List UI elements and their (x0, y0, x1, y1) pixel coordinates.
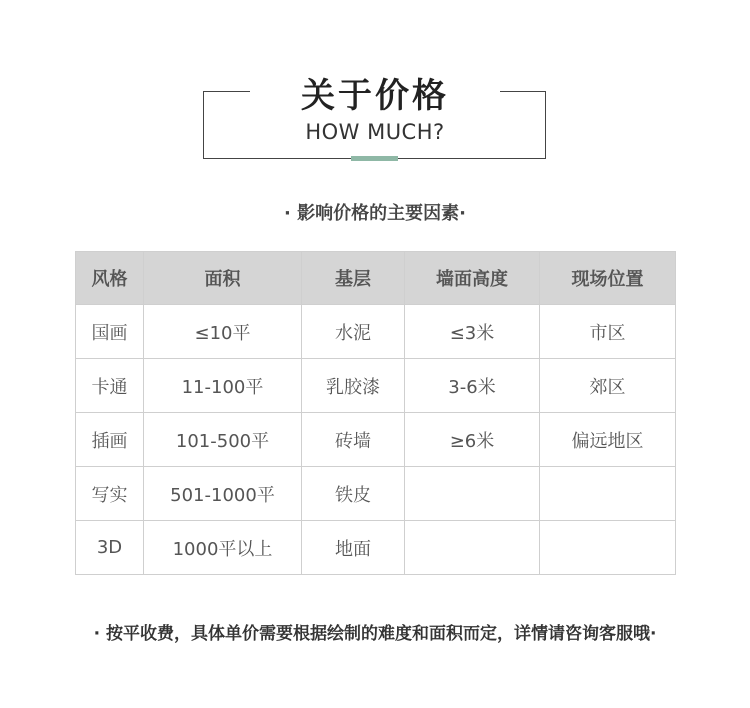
table-cell: 国画 (76, 305, 144, 359)
page-title-english: HOW MUCH? (305, 120, 445, 144)
page-title: 关于价格 (301, 76, 449, 116)
table-cell: 3D (76, 521, 144, 575)
table-row (76, 359, 676, 413)
table-cell: 砖墙 (302, 413, 405, 467)
table-cell: 地面 (302, 521, 405, 575)
column-header-wall-height: 墙面高度 (405, 252, 540, 305)
column-header-base: 基层 (302, 252, 405, 305)
table-cell: 101-500平 (144, 413, 302, 467)
table-cell: ≤3米 (405, 305, 540, 359)
table-cell: 写实 (76, 467, 144, 521)
section-subtitle: · 影响价格的主要因素· (284, 203, 466, 224)
table-cell (540, 521, 676, 575)
table-cell (405, 467, 540, 521)
table-cell: 1000平以上 (144, 521, 302, 575)
column-header-style: 风格 (76, 252, 144, 305)
table-cell: ≤10平 (144, 305, 302, 359)
table-row (76, 413, 676, 467)
table-row (76, 305, 676, 359)
accent-bar (351, 156, 398, 161)
table-cell: 卡通 (76, 359, 144, 413)
pricing-note: · 按平收费，具体单价需要根据绘制的难度和面积而定，详情请咨询客服哦· (93, 624, 657, 644)
table-cell: 偏远地区 (540, 413, 676, 467)
column-header-area: 面积 (144, 252, 302, 305)
column-header-location: 现场位置 (540, 252, 676, 305)
table-cell: 乳胶漆 (302, 359, 405, 413)
table-row (76, 521, 676, 575)
table-cell (540, 467, 676, 521)
table-row (76, 467, 676, 521)
table-header-row (76, 252, 676, 305)
table-cell: 水泥 (302, 305, 405, 359)
table-cell: 3-6米 (405, 359, 540, 413)
table-cell: 插画 (76, 413, 144, 467)
table-cell: 郊区 (540, 359, 676, 413)
price-factor-table (75, 251, 676, 575)
table-cell: 铁皮 (302, 467, 405, 521)
table-cell: 11-100平 (144, 359, 302, 413)
table-cell (405, 521, 540, 575)
table-cell: 市区 (540, 305, 676, 359)
table-cell: ≥6米 (405, 413, 540, 467)
table-cell: 501-1000平 (144, 467, 302, 521)
